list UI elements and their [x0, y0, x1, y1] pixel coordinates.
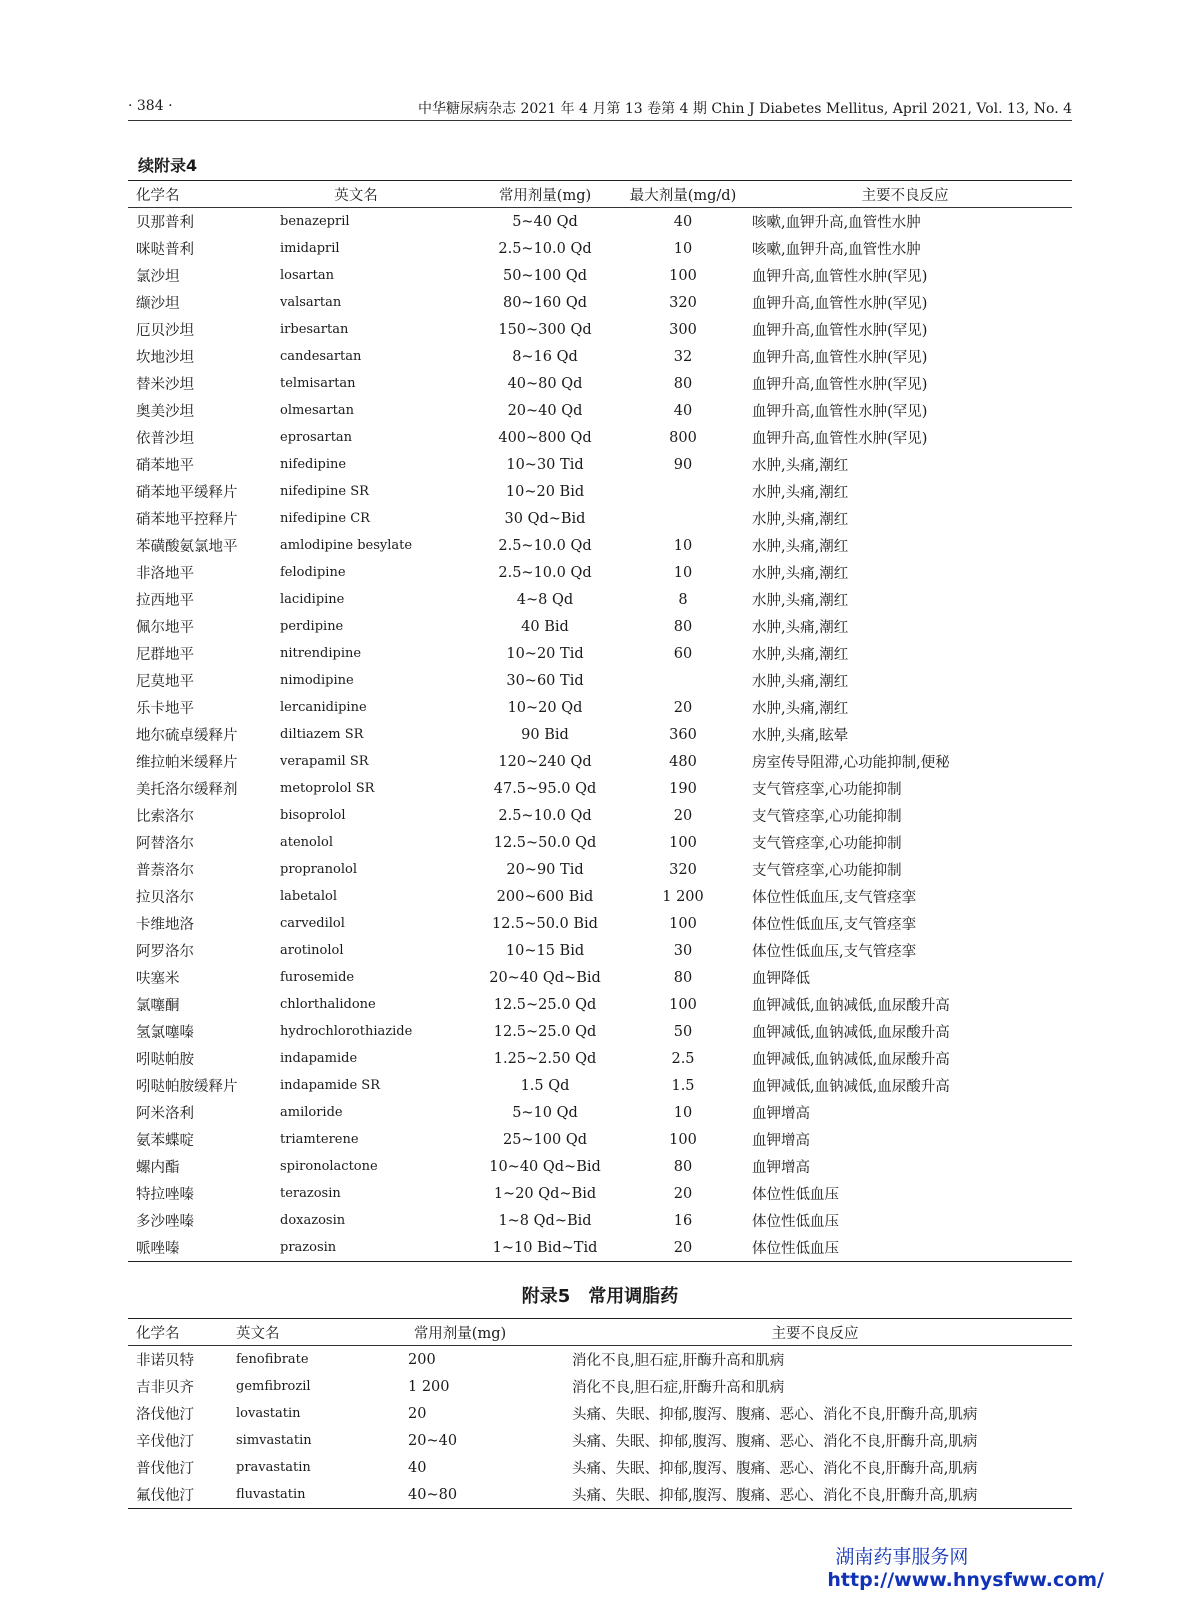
cell-chemical-name: 氯噻酮: [136, 998, 180, 1014]
cell-english-name: irbesartan: [280, 322, 349, 337]
cell-chemical-name: 拉西地平: [136, 593, 194, 609]
cell-chemical-name: 特拉唑嗪: [136, 1187, 194, 1203]
cell-chemical-name: 哌唑嗪: [136, 1241, 180, 1257]
cell-max-dose: 1 200: [662, 888, 704, 905]
table-row: [128, 829, 1072, 856]
cell-usual-dose: 2.5~10.0 Qd: [498, 240, 592, 257]
column-header-chemical-name: 化学名: [128, 1319, 236, 1346]
cell-chemical-name: 辛伐他汀: [136, 1434, 194, 1450]
cell-chemical-name: 氯沙坦: [136, 269, 180, 285]
cell-english-name: pravastatin: [236, 1460, 311, 1475]
cell-usual-dose: 30 Qd~Bid: [504, 510, 586, 527]
cell-usual-dose: 12.5~25.0 Qd: [493, 1023, 597, 1040]
cell-english-name: olmesartan: [280, 403, 354, 418]
cell-adverse-reactions: 水肿,头痛,潮红: [752, 458, 849, 474]
running-header: [128, 96, 1072, 121]
cell-chemical-name: 苯磺酸氨氯地平: [136, 539, 238, 555]
cell-chemical-name: 吲哒帕胺缓释片: [136, 1079, 238, 1095]
cell-adverse-reactions: 头痛、失眠、抑郁,腹泻、腹痛、恶心、消化不良,肝酶升高,肌病: [572, 1434, 978, 1450]
cell-usual-dose: 10~20 Qd: [507, 699, 583, 716]
cell-adverse-reactions: 咳嗽,血钾升高,血管性水肿: [752, 215, 921, 231]
cell-adverse-reactions: 血钾增高: [752, 1106, 810, 1122]
cell-english-name: benazepril: [280, 214, 350, 229]
cell-adverse-reactions: 体位性低血压,支气管痉挛: [752, 944, 917, 960]
cell-chemical-name: 洛伐他汀: [136, 1407, 194, 1423]
cell-max-dose: 10: [673, 564, 693, 581]
cell-adverse-reactions: 水肿,头痛,眩晕: [752, 728, 849, 744]
watermark-url-link[interactable]: http://www.hnysfww.com/: [827, 1569, 1104, 1591]
table-row: [128, 343, 1072, 370]
cell-chemical-name: 普萘洛尔: [136, 863, 194, 879]
cell-usual-dose: 5~40 Qd: [512, 213, 578, 230]
cell-max-dose: 80: [673, 375, 693, 392]
cell-max-dose: 20: [673, 1185, 693, 1202]
cell-usual-dose: 50~100 Qd: [502, 267, 588, 284]
cell-chemical-name: 地尔硫卓缓释片: [136, 728, 238, 744]
cell-usual-dose: 400~800 Qd: [498, 429, 592, 446]
cell-usual-dose: 2.5~10.0 Qd: [498, 807, 592, 824]
table-row: [128, 1427, 1072, 1454]
table-row: [128, 1045, 1072, 1072]
cell-english-name: perdipine: [280, 619, 344, 634]
cell-usual-dose: 12.5~50.0 Bid: [492, 915, 598, 932]
cell-usual-dose: 90 Bid: [521, 726, 569, 743]
table-row: [128, 208, 1072, 236]
cell-adverse-reactions: 血钾升高,血管性水肿(罕见): [752, 296, 928, 312]
site-watermark[interactable]: [827, 1542, 1104, 1591]
cell-usual-dose: 1~10 Bid~Tid: [492, 1239, 598, 1256]
cell-english-name: candesartan: [280, 349, 362, 364]
table-row: [128, 802, 1072, 829]
cell-adverse-reactions: 血钾升高,血管性水肿(罕见): [752, 350, 928, 366]
cell-adverse-reactions: 水肿,头痛,潮红: [752, 647, 849, 663]
cell-usual-dose: 10~20 Tid: [506, 645, 584, 662]
cell-usual-dose: 30~60 Tid: [506, 672, 584, 689]
table-row: [128, 235, 1072, 262]
cell-chemical-name: 硝苯地平缓释片: [136, 485, 238, 501]
cell-adverse-reactions: 血钾降低: [752, 971, 810, 987]
appendix5-table: [128, 1318, 1072, 1509]
cell-adverse-reactions: 头痛、失眠、抑郁,腹泻、腹痛、恶心、消化不良,肝酶升高,肌病: [572, 1488, 978, 1504]
cell-usual-dose: 12.5~50.0 Qd: [493, 834, 597, 851]
table-row: [128, 910, 1072, 937]
table-row: [128, 1207, 1072, 1234]
cell-max-dose: 360: [669, 726, 697, 743]
cell-english-name: eprosartan: [280, 430, 353, 445]
table-row: [128, 262, 1072, 289]
cell-english-name: telmisartan: [280, 376, 356, 391]
cell-max-dose: 30: [673, 942, 693, 959]
cell-max-dose: 1.5: [671, 1077, 695, 1094]
cell-usual-dose: 10~30 Tid: [506, 456, 584, 473]
cell-adverse-reactions: 咳嗽,血钾升高,血管性水肿: [752, 242, 921, 258]
column-header-usual-dose: 常用剂量(mg): [362, 1319, 558, 1346]
appendix4-title: 续附录4: [138, 156, 198, 175]
table-row: [128, 694, 1072, 721]
table-row: [128, 1018, 1072, 1045]
cell-english-name: nifedipine CR: [280, 511, 370, 526]
cell-max-dose: 20: [673, 807, 693, 824]
table-row: [128, 289, 1072, 316]
table-row: [128, 397, 1072, 424]
cell-max-dose: 80: [673, 969, 693, 986]
column-header-english-name: 英文名: [250, 181, 462, 208]
appendix5-table-header: [128, 1319, 1072, 1346]
cell-max-dose: 80: [673, 618, 693, 635]
cell-english-name: amiloride: [280, 1105, 343, 1120]
cell-usual-dose: 20~40 Qd: [507, 402, 583, 419]
table-row: [128, 1126, 1072, 1153]
cell-usual-dose: 10~40 Qd~Bid: [489, 1158, 601, 1175]
watermark-site-name: 湖南药事服务网: [835, 1546, 969, 1568]
cell-usual-dose: 1~8 Qd~Bid: [498, 1212, 592, 1229]
column-header-max-dose: 最大剂量(mg/d): [628, 181, 738, 208]
cell-max-dose: 10: [673, 537, 693, 554]
cell-english-name: lacidipine: [280, 592, 345, 607]
cell-max-dose: 10: [673, 1104, 693, 1121]
table-row: [128, 1153, 1072, 1180]
table-row: [128, 748, 1072, 775]
cell-english-name: nimodipine: [280, 673, 354, 688]
cell-usual-dose: 47.5~95.0 Qd: [493, 780, 597, 797]
cell-usual-dose: 1 200: [408, 1378, 450, 1395]
cell-adverse-reactions: 体位性低血压: [752, 1241, 839, 1257]
page-number: · 384 ·: [128, 98, 173, 114]
cell-english-name: indapamide: [280, 1051, 358, 1066]
cell-english-name: lovastatin: [236, 1406, 301, 1421]
cell-adverse-reactions: 血钾升高,血管性水肿(罕见): [752, 377, 928, 393]
appendix4-table: [128, 180, 1072, 1262]
cell-max-dose: 40: [673, 402, 693, 419]
cell-english-name: metoprolol SR: [280, 781, 375, 796]
cell-usual-dose: 20: [408, 1405, 427, 1422]
cell-english-name: triamterene: [280, 1132, 359, 1147]
cell-adverse-reactions: 血钾增高: [752, 1160, 810, 1176]
cell-usual-dose: 200: [408, 1351, 436, 1368]
cell-english-name: losartan: [280, 268, 334, 283]
column-header-usual-dose: 常用剂量(mg): [462, 181, 628, 208]
cell-chemical-name: 阿米洛利: [136, 1106, 194, 1122]
cell-max-dose: 60: [673, 645, 693, 662]
table-row: [128, 532, 1072, 559]
table-row: [128, 1072, 1072, 1099]
cell-max-dose: [628, 478, 738, 505]
cell-chemical-name: 尼莫地平: [136, 674, 194, 690]
column-header-english-name: 英文名: [236, 1319, 362, 1346]
cell-chemical-name: 维拉帕米缓释片: [136, 755, 238, 771]
cell-max-dose: 80: [673, 1158, 693, 1175]
cell-chemical-name: 咪哒普利: [136, 242, 194, 258]
cell-chemical-name: 螺内酯: [136, 1160, 180, 1176]
cell-english-name: fenofibrate: [236, 1352, 309, 1367]
table-row: [128, 1373, 1072, 1400]
cell-usual-dose: 20~40 Qd~Bid: [489, 969, 601, 986]
cell-usual-dose: 150~300 Qd: [498, 321, 592, 338]
table-row: [128, 424, 1072, 451]
cell-chemical-name: 美托洛尔缓释剂: [136, 782, 238, 798]
cell-chemical-name: 卡维地洛: [136, 917, 194, 933]
column-header-adverse-reactions: 主要不良反应: [738, 181, 1072, 208]
table-row: [128, 964, 1072, 991]
cell-english-name: verapamil SR: [280, 754, 369, 769]
table-row: [128, 640, 1072, 667]
cell-chemical-name: 替米沙坦: [136, 377, 194, 393]
cell-chemical-name: 氟伐他汀: [136, 1488, 194, 1504]
cell-english-name: imidapril: [280, 241, 340, 256]
table-row: [128, 559, 1072, 586]
cell-english-name: amlodipine besylate: [280, 538, 413, 553]
cell-usual-dose: 40~80: [408, 1486, 458, 1503]
cell-usual-dose: 2.5~10.0 Qd: [498, 537, 592, 554]
cell-english-name: nitrendipine: [280, 646, 362, 661]
cell-usual-dose: 200~600 Bid: [496, 888, 594, 905]
cell-chemical-name: 多沙唑嗪: [136, 1214, 194, 1230]
appendix4-table-header: [128, 181, 1072, 208]
cell-adverse-reactions: 体位性低血压,支气管痉挛: [752, 917, 917, 933]
table-row: [128, 1400, 1072, 1427]
cell-adverse-reactions: 血钾减低,血钠减低,血尿酸升高: [752, 1025, 950, 1041]
cell-adverse-reactions: 支气管痉挛,心功能抑制: [752, 836, 902, 852]
cell-max-dose: 2.5: [671, 1050, 695, 1067]
cell-max-dose: 32: [673, 348, 693, 365]
cell-adverse-reactions: 水肿,头痛,潮红: [752, 701, 849, 717]
cell-english-name: indapamide SR: [280, 1078, 381, 1093]
appendix5-title: 附录5 常用调脂药: [521, 1286, 679, 1307]
cell-english-name: chlorthalidone: [280, 997, 376, 1012]
column-header-adverse-reactions: 主要不良反应: [558, 1319, 1072, 1346]
cell-chemical-name: 厄贝沙坦: [136, 323, 194, 339]
cell-chemical-name: 奥美沙坦: [136, 404, 194, 420]
table-row: [128, 1180, 1072, 1207]
cell-english-name: bisoprolol: [280, 808, 346, 823]
cell-chemical-name: 坎地沙坦: [136, 350, 194, 366]
cell-max-dose: 20: [673, 1239, 693, 1256]
table-row: [128, 451, 1072, 478]
table-row: [128, 721, 1072, 748]
column-header-chemical-name: 化学名: [128, 181, 250, 208]
cell-english-name: arotinolol: [280, 943, 344, 958]
cell-chemical-name: 依普沙坦: [136, 431, 194, 447]
cell-chemical-name: 贝那普利: [136, 215, 194, 231]
cell-max-dose: 10: [673, 240, 693, 257]
cell-max-dose: [628, 505, 738, 532]
cell-chemical-name: 非洛地平: [136, 566, 194, 582]
cell-usual-dose: 40~80 Qd: [507, 375, 583, 392]
cell-chemical-name: 硝苯地平: [136, 458, 194, 474]
cell-max-dose: 320: [669, 294, 697, 311]
cell-chemical-name: 阿替洛尔: [136, 836, 194, 852]
cell-chemical-name: 缬沙坦: [136, 296, 180, 312]
table-row: [128, 883, 1072, 910]
cell-english-name: diltiazem SR: [280, 727, 364, 742]
cell-adverse-reactions: 血钾升高,血管性水肿(罕见): [752, 431, 928, 447]
journal-citation: 中华糖尿病杂志 2021 年 4 月第 13 卷第 4 期 Chin J Diabetes Mellitus, April 2021, Vol. 13, No. 4: [418, 101, 1072, 117]
cell-english-name: prazosin: [280, 1240, 337, 1255]
cell-usual-dose: 12.5~25.0 Qd: [493, 996, 597, 1013]
cell-adverse-reactions: 血钾升高,血管性水肿(罕见): [752, 404, 928, 420]
cell-adverse-reactions: 体位性低血压,支气管痉挛: [752, 890, 917, 906]
cell-usual-dose: 1.25~2.50 Qd: [493, 1050, 597, 1067]
cell-chemical-name: 比索洛尔: [136, 809, 194, 825]
appendix5-table-body: [128, 1346, 1072, 1509]
cell-usual-dose: 8~16 Qd: [512, 348, 578, 365]
cell-chemical-name: 氨苯蝶啶: [136, 1133, 194, 1149]
cell-max-dose: 480: [669, 753, 697, 770]
table-row: [128, 856, 1072, 883]
cell-max-dose: 190: [669, 780, 697, 797]
cell-english-name: nifedipine: [280, 457, 347, 472]
cell-english-name: nifedipine SR: [280, 484, 369, 499]
cell-english-name: fluvastatin: [236, 1487, 306, 1502]
cell-max-dose: 300: [669, 321, 697, 338]
cell-usual-dose: 4~8 Qd: [516, 591, 574, 608]
cell-max-dose: 100: [669, 1131, 697, 1148]
cell-english-name: atenolol: [280, 835, 334, 850]
table-row: [128, 478, 1072, 505]
cell-chemical-name: 硝苯地平控释片: [136, 512, 238, 528]
cell-adverse-reactions: 血钾减低,血钠减低,血尿酸升高: [752, 1052, 950, 1068]
cell-max-dose: 50: [673, 1023, 693, 1040]
cell-usual-dose: 40 Bid: [521, 618, 569, 635]
cell-chemical-name: 呋塞米: [136, 971, 180, 987]
cell-usual-dose: 20~40: [408, 1432, 458, 1449]
cell-max-dose: 800: [669, 429, 697, 446]
cell-usual-dose: 10~15 Bid: [505, 942, 585, 959]
table-row: [128, 1481, 1072, 1509]
cell-adverse-reactions: 水肿,头痛,潮红: [752, 620, 849, 636]
cell-adverse-reactions: 头痛、失眠、抑郁,腹泻、腹痛、恶心、消化不良,肝酶升高,肌病: [572, 1461, 978, 1477]
table-row: [128, 505, 1072, 532]
cell-english-name: hydrochlorothiazide: [280, 1024, 413, 1039]
cell-english-name: felodipine: [280, 565, 346, 580]
cell-adverse-reactions: 血钾增高: [752, 1133, 810, 1149]
cell-adverse-reactions: 体位性低血压: [752, 1214, 839, 1230]
cell-english-name: terazosin: [280, 1186, 341, 1201]
table-row: [128, 667, 1072, 694]
cell-chemical-name: 乐卡地平: [136, 701, 194, 717]
cell-adverse-reactions: 支气管痉挛,心功能抑制: [752, 863, 902, 879]
cell-adverse-reactions: 房室传导阻滞,心功能抑制,便秘: [752, 755, 950, 771]
cell-usual-dose: 1.5 Qd: [520, 1077, 570, 1094]
table-row: [128, 370, 1072, 397]
cell-adverse-reactions: 消化不良,胆石症,肝酶升高和肌病: [572, 1380, 785, 1396]
cell-usual-dose: 2.5~10.0 Qd: [498, 564, 592, 581]
cell-chemical-name: 拉贝洛尔: [136, 890, 194, 906]
cell-usual-dose: 40: [408, 1459, 427, 1476]
table-row: [128, 775, 1072, 802]
cell-chemical-name: 吲哒帕胺: [136, 1052, 194, 1068]
cell-usual-dose: 5~10 Qd: [512, 1104, 578, 1121]
table-row: [128, 991, 1072, 1018]
cell-usual-dose: 120~240 Qd: [498, 753, 592, 770]
cell-max-dose: 8: [678, 591, 688, 608]
cell-chemical-name: 佩尔地平: [136, 620, 194, 636]
cell-max-dose: 100: [669, 267, 697, 284]
cell-adverse-reactions: 水肿,头痛,潮红: [752, 512, 849, 528]
cell-usual-dose: 1~20 Qd~Bid: [493, 1185, 597, 1202]
cell-english-name: propranolol: [280, 862, 357, 877]
table-row: [128, 1099, 1072, 1126]
cell-chemical-name: 尼群地平: [136, 647, 194, 663]
table-row: [128, 1346, 1072, 1374]
cell-max-dose: 100: [669, 915, 697, 932]
cell-english-name: simvastatin: [236, 1433, 312, 1448]
cell-english-name: lercanidipine: [280, 700, 367, 715]
cell-adverse-reactions: 支气管痉挛,心功能抑制: [752, 782, 902, 798]
table-row: [128, 937, 1072, 964]
cell-adverse-reactions: 水肿,头痛,潮红: [752, 539, 849, 555]
cell-max-dose: 100: [669, 996, 697, 1013]
cell-english-name: labetalol: [280, 889, 338, 904]
cell-english-name: doxazosin: [280, 1213, 346, 1228]
cell-max-dose: 100: [669, 834, 697, 851]
cell-max-dose: 40: [673, 213, 693, 230]
cell-adverse-reactions: 体位性低血压: [752, 1187, 839, 1203]
cell-adverse-reactions: 血钾减低,血钠减低,血尿酸升高: [752, 998, 950, 1014]
cell-adverse-reactions: 支气管痉挛,心功能抑制: [752, 809, 902, 825]
cell-chemical-name: 吉非贝齐: [136, 1380, 194, 1396]
table-row: [128, 586, 1072, 613]
cell-english-name: carvedilol: [280, 916, 345, 931]
cell-max-dose: 20: [673, 699, 693, 716]
cell-adverse-reactions: 头痛、失眠、抑郁,腹泻、腹痛、恶心、消化不良,肝酶升高,肌病: [572, 1407, 978, 1423]
cell-english-name: furosemide: [280, 970, 355, 985]
cell-adverse-reactions: 消化不良,胆石症,肝酶升高和肌病: [572, 1353, 785, 1369]
cell-adverse-reactions: 水肿,头痛,潮红: [752, 593, 849, 609]
table-row: [128, 1454, 1072, 1481]
cell-adverse-reactions: 血钾升高,血管性水肿(罕见): [752, 269, 928, 285]
cell-chemical-name: 非诺贝特: [136, 1353, 194, 1369]
cell-max-dose: 90: [673, 456, 693, 473]
cell-usual-dose: 20~90 Tid: [506, 861, 584, 878]
cell-max-dose: 320: [669, 861, 697, 878]
cell-usual-dose: 10~20 Bid: [505, 483, 585, 500]
cell-adverse-reactions: 水肿,头痛,潮红: [752, 485, 849, 501]
appendix4-table-body: [128, 208, 1072, 1262]
cell-adverse-reactions: 水肿,头痛,潮红: [752, 674, 849, 690]
cell-adverse-reactions: 血钾升高,血管性水肿(罕见): [752, 323, 928, 339]
cell-english-name: valsartan: [280, 295, 342, 310]
table-row: [128, 1234, 1072, 1262]
table-row: [128, 613, 1072, 640]
cell-adverse-reactions: 血钾减低,血钠减低,血尿酸升高: [752, 1079, 950, 1095]
cell-usual-dose: 80~160 Qd: [502, 294, 588, 311]
table-row: [128, 316, 1072, 343]
cell-adverse-reactions: 水肿,头痛,潮红: [752, 566, 849, 582]
cell-usual-dose: 25~100 Qd: [502, 1131, 588, 1148]
cell-chemical-name: 阿罗洛尔: [136, 944, 194, 960]
cell-max-dose: 16: [673, 1212, 693, 1229]
cell-english-name: spironolactone: [280, 1159, 378, 1174]
cell-chemical-name: 氢氯噻嗪: [136, 1025, 194, 1041]
cell-english-name: gemfibrozil: [236, 1379, 311, 1394]
cell-chemical-name: 普伐他汀: [136, 1461, 194, 1477]
cell-max-dose: [628, 667, 738, 694]
